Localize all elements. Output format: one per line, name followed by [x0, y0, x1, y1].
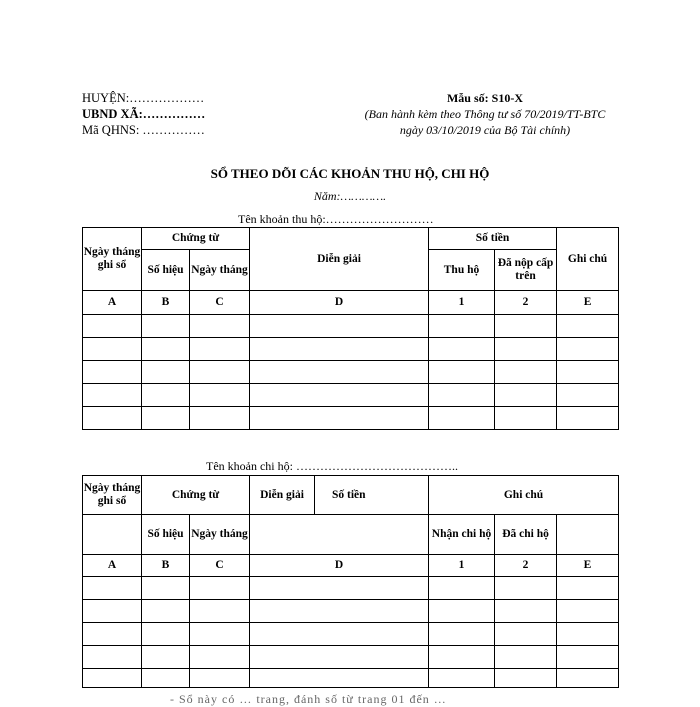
collect-header-voucher-date: Ngày tháng [190, 250, 250, 291]
table-row [83, 384, 619, 407]
table-row [83, 600, 619, 623]
legal-basis-line2: ngày 03/10/2019 của Bộ Tài chính) [399, 123, 571, 137]
year-line: Năm:…………. [313, 189, 387, 203]
pay-header-received: Nhận chi hộ [429, 515, 495, 555]
collect-header-note: Ghi chú [557, 228, 619, 291]
pay-header-date: Ngày tháng ghi sổ [83, 476, 142, 515]
pay-code-row [83, 555, 619, 577]
pay-header-description: Diễn giải [250, 476, 315, 515]
legal-basis-line1: (Ban hành kèm theo Thông tư số 70/2019/TT-BTC [364, 107, 606, 121]
pay-header-note: Ghi chú [429, 476, 619, 515]
collect-header-voucher-no: Số hiệu [142, 250, 190, 291]
collect-header-voucher: Chứng từ [142, 228, 250, 250]
header-left [82, 90, 205, 138]
table-row [83, 338, 619, 361]
code-cell: C [190, 291, 250, 315]
collect-code-row [83, 291, 619, 315]
table-row [83, 407, 619, 430]
code-cell: D [250, 291, 429, 315]
collect-header-amount: Số tiền [429, 228, 557, 250]
collect-table [82, 227, 619, 430]
code-cell: 2 [495, 291, 557, 315]
collect-header-date: Ngày tháng ghi sổ [83, 228, 142, 291]
budget-code-line: Mã QHNS: …………… [82, 123, 205, 137]
pay-header-voucher-no: Số hiệu [142, 515, 190, 555]
header-right [300, 90, 670, 138]
pay-table [82, 475, 619, 688]
code-cell: 1 [429, 555, 495, 577]
collect-header-description: Diễn giải [250, 228, 429, 291]
table-row [83, 646, 619, 669]
pay-header-paid: Đã chi hộ [495, 515, 557, 555]
pay-header-voucher: Chứng từ [142, 476, 250, 515]
form-number: Mẫu số: S10-X [446, 91, 523, 105]
collect-header-collected: Thu hộ [429, 250, 495, 291]
pay-header-voucher-date: Ngày tháng [190, 515, 250, 555]
code-cell: A [83, 555, 142, 577]
table-row [83, 577, 619, 600]
code-cell: B [142, 555, 190, 577]
table-row [83, 623, 619, 646]
pay-header-amount: Số tiền [315, 476, 429, 515]
code-cell: 2 [495, 555, 557, 577]
code-cell: D [250, 555, 429, 577]
code-cell: 1 [429, 291, 495, 315]
table-row [83, 315, 619, 338]
code-cell: E [557, 291, 619, 315]
commune-line: UBND XÃ:…………… [82, 107, 206, 121]
pay-account-label: Tên khoản chi hộ: ………………………………….. [206, 459, 458, 473]
collect-account-label: Tên khoản thu hộ:……………………… [238, 212, 434, 226]
code-cell: B [142, 291, 190, 315]
code-cell: A [83, 291, 142, 315]
footer-trail-text: - Sổ này có … trang, đánh số từ trang 01 đến … [170, 692, 447, 706]
code-cell: E [557, 555, 619, 577]
district-line: HUYỆN:……………… [82, 91, 205, 105]
collect-header-paid-up: Đã nộp cấp trên [495, 250, 557, 291]
table-row [83, 361, 619, 384]
document-title: SỔ THEO DÕI CÁC KHOẢN THU HỘ, CHI HỘ [210, 166, 490, 181]
code-cell: C [190, 555, 250, 577]
table-row [83, 669, 619, 688]
